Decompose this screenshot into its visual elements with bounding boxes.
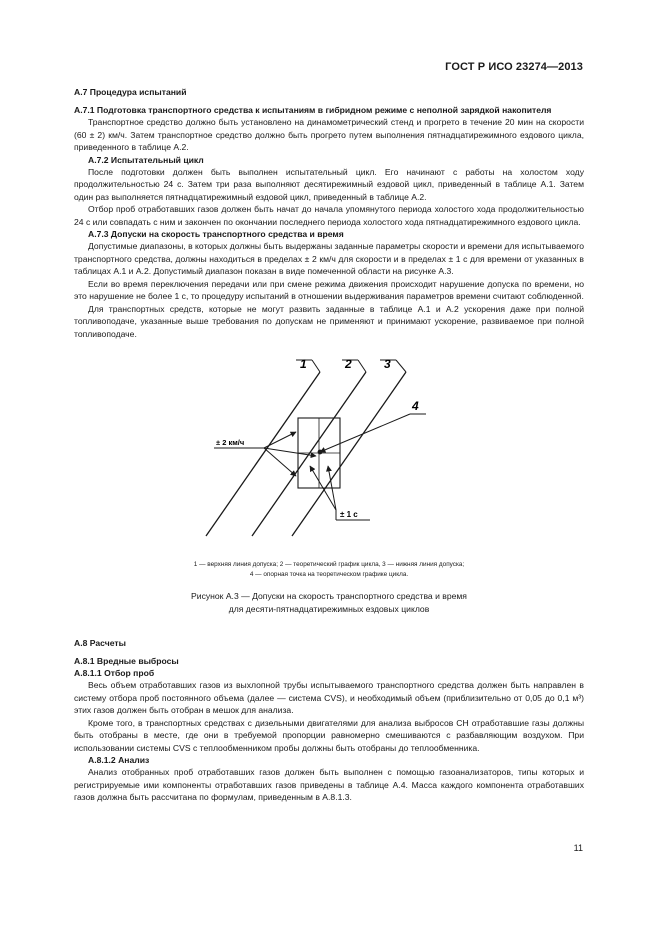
caption-line-2: для десяти-пятнадцатирежимных ездовых циклов	[228, 603, 430, 614]
label-1: 1	[300, 357, 307, 371]
speed-tolerance-label: ± 2 км/ч	[216, 438, 245, 447]
label-4: 4	[412, 399, 419, 413]
section-a73-paragraph-1: Допустимые диапазоны, в которых должны быть выдержаны заданные параметры скорости и времени для испытываемого транспортного средства, должны находиться в пределах ± 2 км/ч для скорости и в пределах ± 1 с для времени от указанных в таблицах А.1 и А.2. Допустимый диапазон показан в виде помеченной области на рисунке А.3.	[74, 241, 584, 276]
figure-caption	[74, 590, 584, 615]
page-number: 11	[573, 843, 583, 853]
caption-line-1: Рисунок А.3 — Допуски на скорость транспортного средства и время	[191, 591, 467, 601]
label-2: 2	[345, 357, 352, 371]
section-a72-title: А.7.2 Испытательный цикл	[88, 154, 204, 165]
section-a73-paragraph-3: Для транспортных средств, которые не могут развить заданные в таблице А.1 и А.2 ускорения даже при полной топливоподаче, указанные выше требования по допускам не применяют и принимают ускорение, развиваемое при полной топливоподаче.	[74, 303, 584, 339]
speed-arrow-up	[264, 432, 296, 448]
legend-line-1: 1 — верхняя линия допуска; 2 — теоретический график цикла, 3 — нижняя линия допуска;	[193, 561, 465, 568]
section-a72-paragraph-1: После подготовки должен быть выполнен испытательный цикл. Его начинают с работы на холостом ходу продолжительностью 24 с. Затем три раза выполняют десятирежимный ездовой цикл, приведенный в таблице А.1. Затем один раз выполняется пятнадцатирежимный ездовой цикл, приведенный в таблице А.2.	[74, 166, 584, 202]
section-a811-paragraph-2: Кроме того, в транспортных средствах с дизельными двигателями для анализа выбросов СН отработавшие газы должны быть отобраны в месте, где они в требуемой пропорции равномерно смешиваются с разбавляющим воздухом. При использовании системы CVS с теплообменником пробы должны быть отобраны до теплообменника.	[74, 717, 584, 753]
tolerance-diagram	[74, 354, 584, 554]
figure-a3-diagram	[74, 354, 584, 554]
legend-line-2: 4 — опорная точка на теоретическом графике цикла.	[249, 571, 409, 578]
section-a812-paragraph: Анализ отобранных проб отработавших газов должен быть выполнен с помощью газоанализаторов, типы которых и регистрируемые ими компоненты отработавших газов приведены в таблице А.4. Масса каждого компонента отработавших газов должна быть рассчитана по формулам, приведенным в А.8.1.3.	[74, 767, 584, 802]
section-a71-paragraph: Транспортное средство должно быть установлено на динамометрический стенд и прогрето в течение 20 мин на скорости (60 ± 2) км/ч. Затем транспортное средство должно быть прогрето путем выполнения пятнадцатирежимного ездового цикла, приведенного в таблице А.2.	[74, 117, 584, 152]
time-tolerance-label: ± 1 с	[340, 510, 358, 519]
section-a8-title: А.8 Расчеты	[74, 638, 126, 648]
label-3: 3	[384, 357, 391, 371]
section-a811-title: А.8.1.1 Отбор проб	[74, 668, 155, 678]
section-a81-title: А.8.1 Вредные выбросы	[74, 656, 179, 666]
section-a7-title: А.7 Процедура испытаний	[74, 87, 187, 97]
section-a72-paragraph-2: Отбор проб отработавших газов должен быть начат до начала упомянутого периода холостого хода продолжительностью 24 с или совпадать с ним и закончен по окончании последнего периода холостого хода пятнадцатирежимного ездового цикла.	[74, 204, 584, 227]
figure-legend	[74, 560, 584, 580]
section-a73-paragraph-2: Если во время переключения передачи или при смене режима движения происходит нарушение допуска по времени, но это нарушение не более 1 с, то процедуру испытаний в отношении выдерживания параметров времени считают соблюденной.	[74, 278, 584, 301]
section-a73-title: А.7.3 Допуски на скорость транспортного средства и время	[88, 229, 344, 239]
section-a71-title: А.7.1 Подготовка транспортного средства к испытаниям в гибридном режиме с неполной зарядкой накопителя	[74, 105, 552, 115]
section-a811-paragraph-1: Весь объем отработавших газов из выхлопной трубы испытываемого транспортного средства должен быть направлен в систему отбора проб постоянного объема (далее — система CVS), и необходимый объем (приблизительно от 0,05 до 0,1 м³) этих газов должен быть отобран в мешок для анализа.	[74, 680, 584, 715]
leader-3	[396, 360, 406, 372]
section-a812-title: А.8.1.2 Анализ	[88, 755, 150, 765]
reference-point	[318, 450, 323, 455]
document-code: ГОСТ Р ИСО 23274—2013	[445, 61, 583, 73]
leader-2	[358, 360, 366, 372]
page-body	[74, 86, 584, 804]
leader-1	[312, 360, 320, 372]
